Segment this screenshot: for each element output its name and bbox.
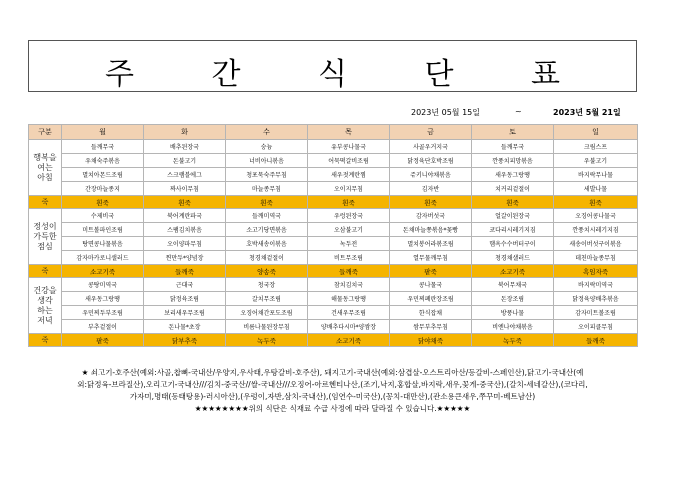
menu-cell: 돈불고기: [144, 154, 226, 168]
menu-cell: 갈치무조림: [226, 292, 308, 306]
menu-cell: 청경채겉절이: [226, 251, 308, 265]
menu-cell: 오징어콩나물국: [554, 209, 638, 223]
disclaimer-note: ★★★★★★★★위의 식단은 식재료 수급 사정에 따라 달라질 수 있습니다.★★★★★: [194, 404, 471, 413]
porridge-cell: 흰죽: [144, 196, 226, 209]
menu-cell: 바지락미역국: [554, 278, 638, 292]
porridge-cell: 녹두죽: [226, 334, 308, 347]
porridge-cell: 닭야채죽: [390, 334, 472, 347]
menu-cell: 데친마늘종무침: [554, 251, 638, 265]
menu-cell: 마늘종무침: [226, 182, 308, 196]
lunch-section-label: 정성이 가득한 점심: [29, 209, 62, 265]
origin-note-3: 가자미,명태(동태탕용)-러시아산),(우렁이,자반,삼치-국내산),(임연수-미국산),(꽁치-대만산),(관소용큰새우,쭈꾸미-베트남산): [129, 392, 536, 401]
menu-cell: 멸치아몬드조림: [62, 168, 144, 182]
dinner-menu-row: [29, 306, 638, 320]
menu-cell: 우민찌두부조림: [62, 306, 144, 320]
porridge-cell: 소고기죽: [472, 265, 554, 278]
menu-cell: 닭정육양배추볶음: [554, 292, 638, 306]
header-wed: 수: [226, 125, 308, 140]
origin-note-2: 외:닭정육-브라질산),오리고기-국내산///김치-중국산//쌀-국내산///오징어-아르헨티나산,(조기,낙지,홍합살,바지락,새우,꽃게-중국산),(갈치-세네갈산),(코다리,: [77, 380, 588, 389]
menu-cell: 근대국: [144, 278, 226, 292]
menu-cell: 우불고기: [554, 154, 638, 168]
porridge-label: 죽: [29, 265, 62, 278]
menu-cell: 돈채마늘쫑볶음*꽃빵: [390, 223, 472, 237]
menu-cell: 들깨무국: [62, 140, 144, 154]
menu-cell: 스팸김치볶음: [144, 223, 226, 237]
menu-cell: 양배추다시마*양쌈장: [308, 320, 390, 334]
porridge-cell: 흰죽: [472, 196, 554, 209]
menu-cell: 들깨미역국: [226, 209, 308, 223]
menu-cell: 치커리겉절이: [472, 182, 554, 196]
menu-cell: 감자미트볼조림: [554, 306, 638, 320]
porridge-cell: 소고기죽: [308, 334, 390, 347]
menu-cell: 콩탕미역국: [62, 278, 144, 292]
breakfast-menu-row: [29, 182, 638, 196]
origin-note-1: ★ 쇠고기-호주산(예외:사골,찹뼈-국내산/우양지,우사태,우탕갈비-호주산), 돼지고기-국내산(예외:삼겹살-오스트리아산/등갈비-스페인산),닭고기-국내산(예: [81, 368, 584, 377]
menu-cell: 비엔나야채볶음: [472, 320, 554, 334]
menu-cell: 닭정육조림: [144, 292, 226, 306]
lunch-menu-row: [29, 237, 638, 251]
menu-cell: 감자버섯국: [390, 209, 472, 223]
menu-cell: 한식잡채: [390, 306, 472, 320]
menu-cell: 열무물깨무침: [390, 251, 472, 265]
menu-cell: 쌈무부추무침: [390, 320, 472, 334]
header-sun: 일: [554, 125, 638, 140]
porridge-cell: 닭부추죽: [144, 334, 226, 347]
menu-cell: 유부콩나물국: [308, 140, 390, 154]
menu-cell: 세발나물: [554, 182, 638, 196]
menu-cell: 우민찌폐란장조림: [390, 292, 472, 306]
menu-cell: 배추된장국: [144, 140, 226, 154]
porridge-cell: 흰죽: [390, 196, 472, 209]
menu-cell: 감자마카로니샐러드: [62, 251, 144, 265]
menu-cell: 해물동그랑땡: [308, 292, 390, 306]
porridge-cell: 흰죽: [308, 196, 390, 209]
menu-cell: 북어계란파국: [144, 209, 226, 223]
header-tue: 화: [144, 125, 226, 140]
dinner-section-label: 건강을 생각 하는 저녁: [29, 278, 62, 334]
menu-cell: 오이지무침: [308, 182, 390, 196]
header-category: 구분: [29, 125, 62, 140]
menu-cell: 오이피클무침: [554, 320, 638, 334]
menu-cell: 바지락무나물: [554, 168, 638, 182]
menu-cell: 코다리시레기지짐: [472, 223, 554, 237]
menu-cell: 탕면콩나물볶음: [62, 237, 144, 251]
menu-cell: 깐풍치시레기지짐: [554, 223, 638, 237]
porridge-cell: 흰죽: [62, 196, 144, 209]
menu-cell: 청포묵숙주무침: [226, 168, 308, 182]
porridge-cell: 녹두죽: [472, 334, 554, 347]
porridge-label: 죽: [29, 196, 62, 209]
header-thu: 목: [308, 125, 390, 140]
menu-cell: 보리새우무조림: [144, 306, 226, 320]
title-box: [28, 40, 637, 92]
menu-cell: 찐만두*양념장: [144, 251, 226, 265]
porridge-cell: 흰죽: [226, 196, 308, 209]
lunch-porridge-row: [29, 265, 638, 278]
menu-cell: 오삼불고기: [308, 223, 390, 237]
breakfast-porridge-row: [29, 196, 638, 209]
menu-cell: 김자반: [390, 182, 472, 196]
date-separator: ~: [515, 107, 522, 116]
header-mon: 월: [62, 125, 144, 140]
breakfast-section-label: 행복을 여는 아침: [29, 140, 62, 196]
menu-cell: 청경채샐러드: [472, 251, 554, 265]
menu-cell: 간장마늘종지: [62, 182, 144, 196]
menu-cell: 돈장조림: [472, 292, 554, 306]
header-fri: 금: [390, 125, 472, 140]
menu-cell: 오징어채간포도조림: [226, 306, 308, 320]
menu-cell: 수제비국: [62, 209, 144, 223]
lunch-menu-row: [29, 251, 638, 265]
header-row: [29, 125, 638, 140]
date-end: 2023년 5월 21일: [553, 108, 621, 117]
menu-cell: 우채숙주볶음: [62, 154, 144, 168]
menu-cell: 짜사이무침: [144, 182, 226, 196]
menu-cell: 콩나물국: [390, 278, 472, 292]
dinner-menu-row: [29, 278, 638, 292]
menu-cell: 쥬키니야채볶음: [390, 168, 472, 182]
menu-cell: 얼갈이된장국: [472, 209, 554, 223]
menu-cell: 비름나물된장무침: [226, 320, 308, 334]
dinner-menu-row: [29, 320, 638, 334]
porridge-label: 죽: [29, 334, 62, 347]
menu-cell: 멸치봉어라볶조림: [390, 237, 472, 251]
menu-cell: 돈나물*초장: [144, 320, 226, 334]
breakfast-menu-row: [29, 140, 638, 154]
menu-table: [28, 124, 638, 347]
notes: [28, 367, 637, 415]
menu-cell: 비트무조림: [308, 251, 390, 265]
menu-cell: 햄옥수수버터구이: [472, 237, 554, 251]
menu-cell: 미트볼파인조림: [62, 223, 144, 237]
menu-cell: 방풍나물: [472, 306, 554, 320]
menu-cell: 어묵떡갈비조림: [308, 154, 390, 168]
porridge-cell: 들깨죽: [144, 265, 226, 278]
menu-cell: 새우젓계란찜: [308, 168, 390, 182]
menu-cell: 오이양파무침: [144, 237, 226, 251]
menu-cell: 부추겉절이: [62, 320, 144, 334]
menu-cell: 너비아니볶음: [226, 154, 308, 168]
menu-cell: 스크램블에그: [144, 168, 226, 182]
menu-cell: 북어무채국: [472, 278, 554, 292]
menu-cell: 닭정육단호박조림: [390, 154, 472, 168]
dinner-menu-row: [29, 292, 638, 306]
menu-cell: 새우동그랑땡: [62, 292, 144, 306]
porridge-cell: 팥죽: [62, 334, 144, 347]
menu-cell: 녹두전: [308, 237, 390, 251]
header-sat: 토: [472, 125, 554, 140]
menu-cell: 참치김치국: [308, 278, 390, 292]
date-range: [28, 105, 637, 121]
menu-cell: 숭늉: [226, 140, 308, 154]
menu-cell: 크림스프: [554, 140, 638, 154]
menu-cell: 새송이버섯구이볶음: [554, 237, 638, 251]
porridge-cell: 들깨죽: [554, 334, 638, 347]
date-start: 2023년 05월 15일: [411, 108, 480, 117]
page-title: 주 간 식 단 표: [104, 57, 595, 92]
menu-cell: 들깨무국: [472, 140, 554, 154]
menu-cell: 소고기당면볶음: [226, 223, 308, 237]
dinner-porridge-row: [29, 334, 638, 347]
porridge-cell: 양송죽: [226, 265, 308, 278]
porridge-cell: 흰죽: [554, 196, 638, 209]
menu-cell: 청국장: [226, 278, 308, 292]
menu-cell: 새우동그랑땡: [472, 168, 554, 182]
menu-cell: 깐풍치피망볶음: [472, 154, 554, 168]
porridge-cell: 팥죽: [390, 265, 472, 278]
breakfast-menu-row: [29, 168, 638, 182]
porridge-cell: 소고기죽: [62, 265, 144, 278]
lunch-menu-row: [29, 209, 638, 223]
menu-cell: 우렁된장국: [308, 209, 390, 223]
breakfast-menu-row: [29, 154, 638, 168]
porridge-cell: 들깨죽: [308, 265, 390, 278]
porridge-cell: 흑임자죽: [554, 265, 638, 278]
menu-cell: 건새우무조림: [308, 306, 390, 320]
lunch-menu-row: [29, 223, 638, 237]
menu-cell: 호박새송이볶음: [226, 237, 308, 251]
menu-cell: 사골우거지국: [390, 140, 472, 154]
